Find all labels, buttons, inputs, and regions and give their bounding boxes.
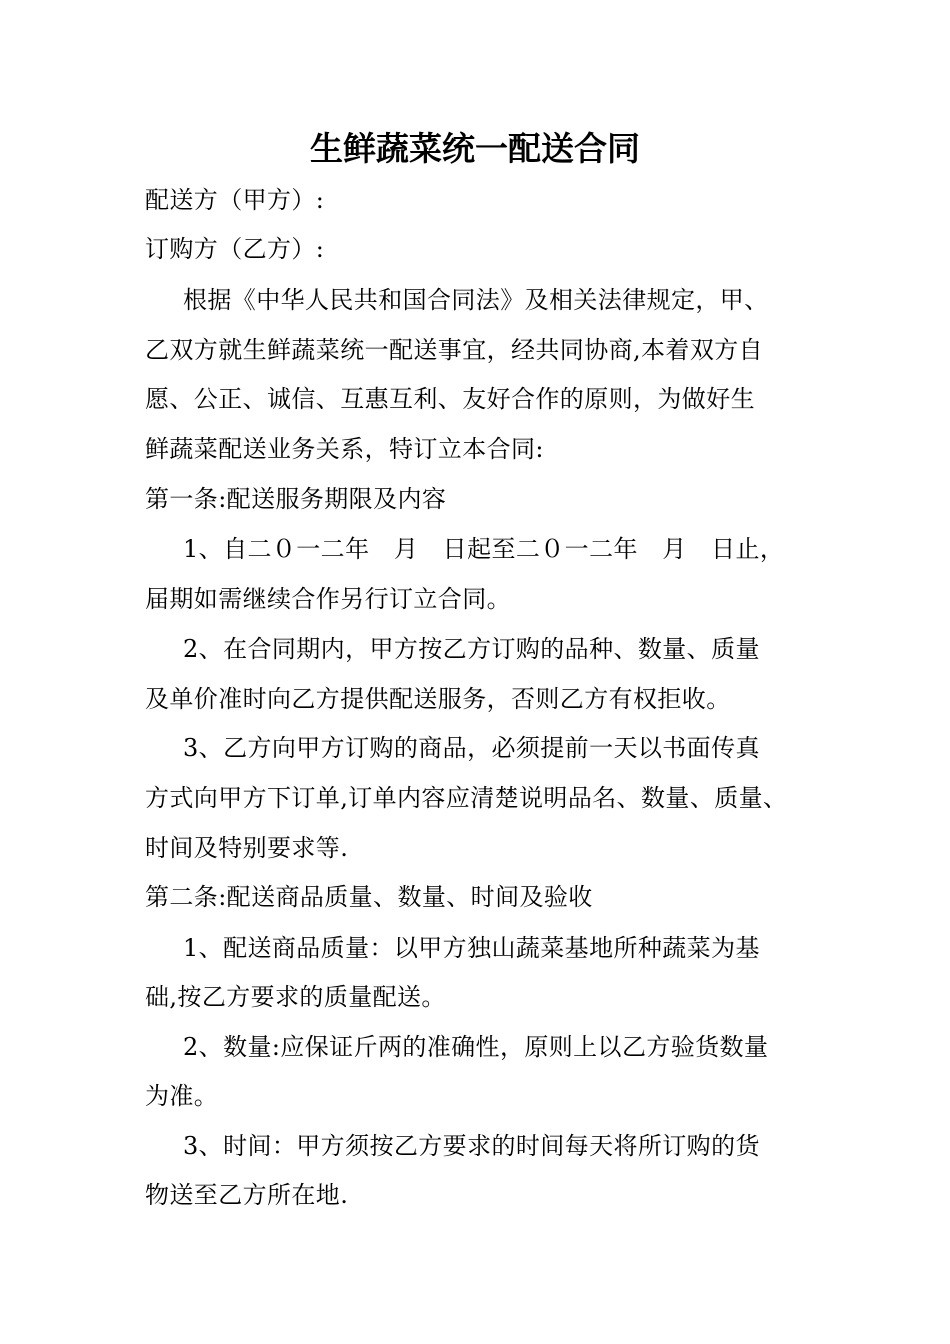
article-1-clause-3-line-2: 方式向甲方下订单,订单内容应清楚说明品名、数量、质量、 <box>145 784 788 812</box>
article-1-heading: 第一条:配送服务期限及内容 <box>145 485 447 513</box>
preamble-line-3: 愿、公正、诚信、互惠互利、友好合作的原则，为做好生 <box>145 385 755 413</box>
preamble-line-2: 乙双方就生鲜蔬菜统一配送事宜，经共同协商,本着双方自 <box>145 336 764 364</box>
article-1-clause-1-line-2: 届期如需继续合作另行订立合同。 <box>145 585 511 613</box>
party-b-line: 订购方（乙方）: <box>145 235 325 263</box>
preamble-line-4: 鲜蔬菜配送业务关系，特订立本合同: <box>145 435 544 463</box>
article-2-clause-1-line-1: 1、配送商品质量：以甲方独山蔬菜基地所种蔬菜为基 <box>183 934 760 962</box>
article-2-clause-2-line-2: 为准。 <box>145 1082 219 1110</box>
article-1-clause-3-line-1: 3、乙方向甲方订购的商品，必须提前一天以书面传真 <box>183 734 760 762</box>
document-title: 生鲜蔬菜统一配送合同 <box>310 129 640 168</box>
article-1-clause-1-line-1: 1、自二０一二年 月 日起至二０一二年 月 日止， <box>183 535 785 563</box>
article-1-clause-3-line-3: 时间及特别要求等. <box>145 834 349 862</box>
preamble-line-1: 根据《中华人民共和国合同法》及相关法律规定，甲、 <box>183 286 769 314</box>
article-2-clause-3-line-1: 3、时间：甲方须按乙方要求的时间每天将所订购的货 <box>183 1132 760 1160</box>
article-2-heading: 第二条:配送商品质量、数量、时间及验收 <box>145 883 593 911</box>
article-1-clause-2-line-2: 及单价准时向乙方提供配送服务，否则乙方有权拒收。 <box>145 685 731 713</box>
article-2-clause-2-line-1: 2、数量:应保证斤两的准确性，原则上以乙方验货数量 <box>183 1033 769 1061</box>
article-1-clause-2-line-1: 2、在合同期内，甲方按乙方订购的品种、数量、质量 <box>183 635 760 663</box>
party-a-line: 配送方（甲方）: <box>145 186 325 214</box>
article-2-clause-1-line-2: 础,按乙方要求的质量配送。 <box>145 983 446 1011</box>
article-2-clause-3-line-2: 物送至乙方所在地. <box>145 1181 349 1209</box>
